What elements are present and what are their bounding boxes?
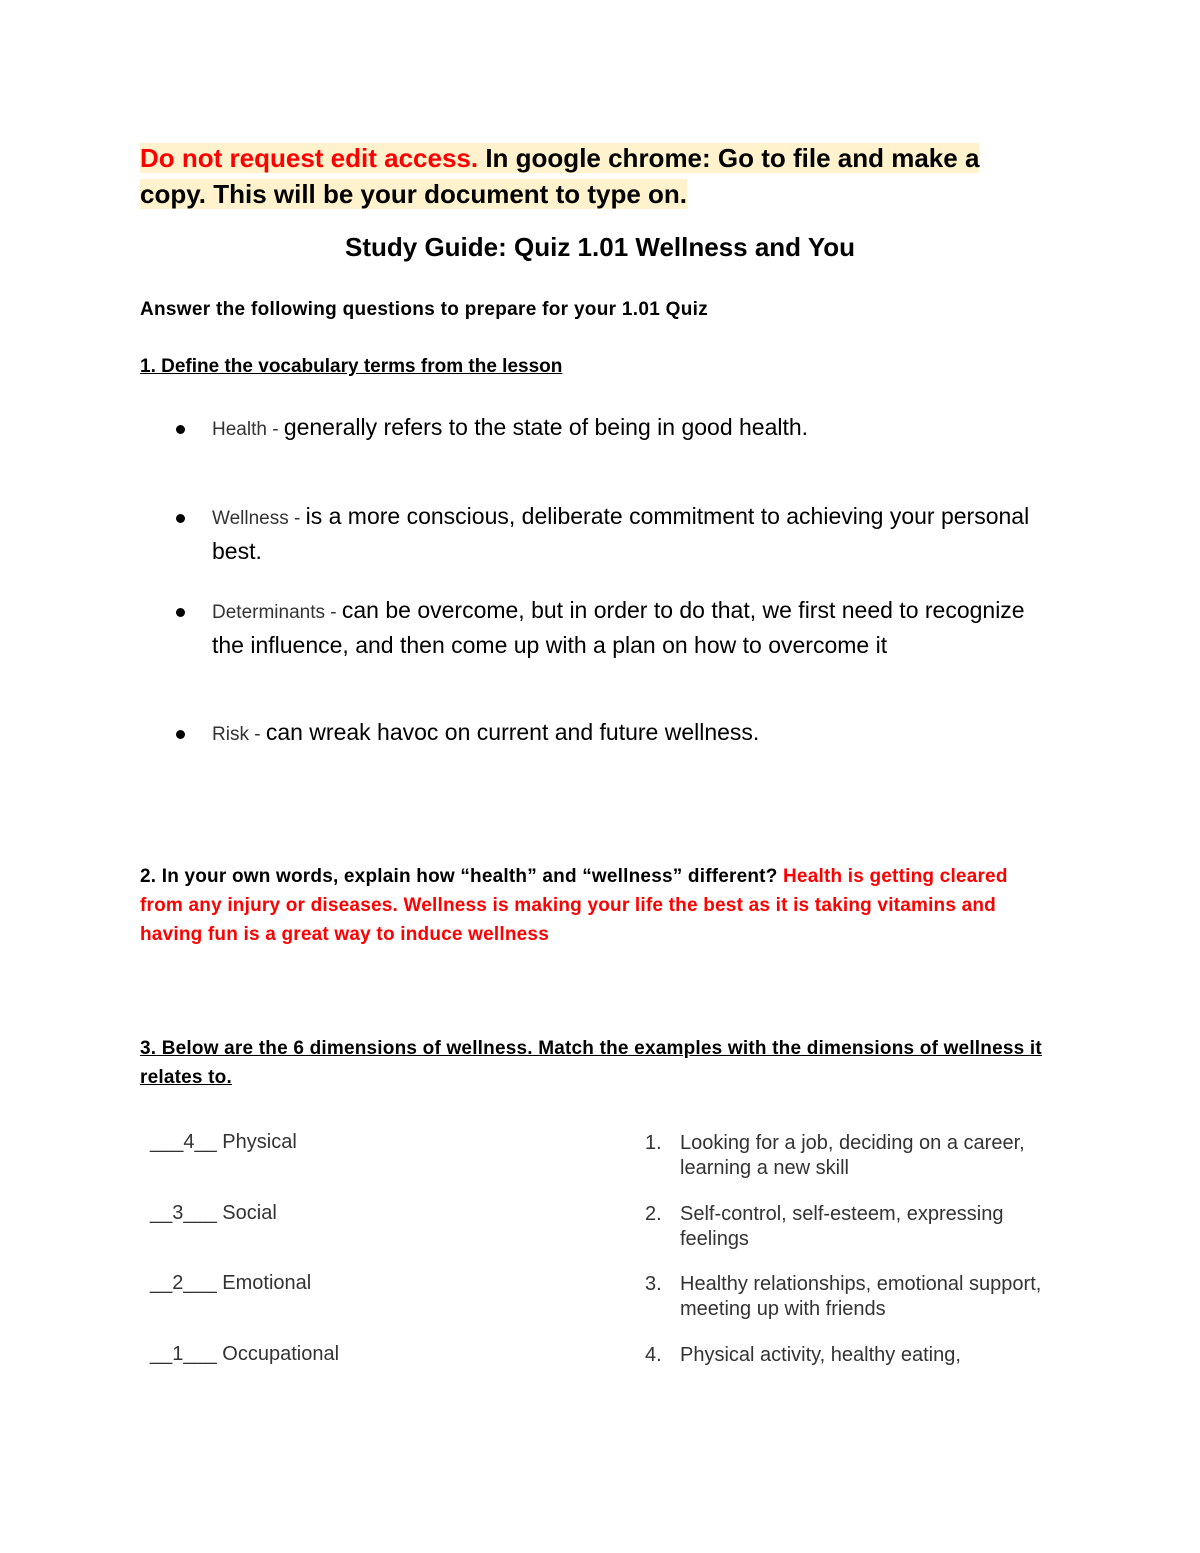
vocab-item-risk	[176, 716, 1056, 751]
notice-warning: Do not request edit access.	[140, 143, 479, 173]
vocab-item-health	[176, 411, 1056, 446]
example-text: Looking for a job, deciding on a career, learning a new skill	[680, 1132, 1025, 1179]
question-3-heading: 3. Below are the 6 dimensions of wellness. Match the examples with the dimensions of wellness it relates to.	[140, 1038, 1042, 1088]
notice-instructions: In google chrome: Go to file and make a copy. This will be your document to type on.	[140, 143, 980, 209]
bullet-icon	[176, 425, 185, 434]
example-number: 1.	[645, 1132, 662, 1154]
vocab-term: Health -	[212, 419, 284, 440]
example-1	[645, 1131, 1045, 1181]
vocab-term: Determinants -	[212, 602, 342, 623]
question-2-answer: Health is getting cleared from any injury or diseases. Wellness is making your life the best as it is taking vitamins and having fun is a great way to induce wellness	[140, 866, 1008, 945]
example-text: Healthy relationships, emotional support, meeting up with friends	[680, 1273, 1042, 1320]
dimension-physical: ___4__ Physical	[150, 1131, 297, 1153]
page-title: Study Guide: Quiz 1.01 Wellness and You	[345, 232, 855, 262]
vocab-definition: can wreak havoc on current and future wellness.	[265, 719, 760, 745]
vocab-term: Wellness -	[212, 508, 306, 529]
example-text: Physical activity, healthy eating,	[680, 1344, 961, 1366]
vocab-item-wellness	[176, 500, 1056, 567]
example-number: 4.	[645, 1344, 662, 1366]
vocab-definition: can be overcome, but in order to do that, we first need to recognize the influence, and then come up with a plan on how to overcome it	[212, 597, 1025, 658]
vocab-definition: generally refers to the state of being in good health.	[283, 414, 809, 440]
notice-highlight	[140, 143, 979, 209]
bullet-icon	[176, 608, 185, 617]
example-number: 2.	[645, 1203, 662, 1225]
instructions: Answer the following questions to prepare for your 1.01 Quiz	[140, 299, 709, 320]
dimension-social: __3___ Social	[150, 1202, 277, 1224]
question-2	[140, 862, 1050, 949]
dimension-occupational: __1___ Occupational	[150, 1343, 340, 1365]
bullet-icon	[176, 514, 185, 523]
question-1-heading: 1. Define the vocabulary terms from the lesson	[140, 356, 563, 377]
vocab-term: Risk -	[212, 724, 266, 745]
vocab-item-determinants	[176, 594, 1056, 661]
example-2	[645, 1202, 1045, 1252]
vocab-definition: is a more conscious, deliberate commitment to achieving your personal best.	[212, 503, 1030, 564]
example-number: 3.	[645, 1273, 662, 1295]
question-2-prompt: 2. In your own words, explain how “health” and “wellness” different?	[140, 866, 778, 887]
edit-access-notice	[140, 140, 1040, 212]
example-text: Self-control, self-esteem, expressing feelings	[680, 1203, 1004, 1250]
example-4	[645, 1343, 1045, 1368]
example-3	[645, 1272, 1045, 1322]
bullet-icon	[176, 730, 185, 739]
dimension-emotional: __2___ Emotional	[150, 1272, 312, 1294]
